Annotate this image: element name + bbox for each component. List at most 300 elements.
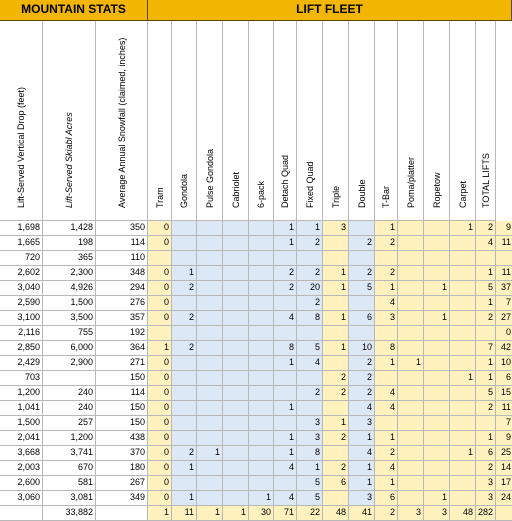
table-cell[interactable]: 0 [148, 476, 172, 491]
table-cell[interactable]: 357 [96, 311, 148, 326]
table-cell[interactable]: 1 [274, 356, 297, 371]
table-cell[interactable]: 240 [43, 401, 96, 416]
table-cell[interactable]: 2,429 [0, 356, 43, 371]
table-cell[interactable]: 2 [274, 266, 297, 281]
table-cell[interactable]: 9 [496, 431, 512, 446]
table-cell[interactable]: 0 [148, 296, 172, 311]
table-cell[interactable] [424, 221, 450, 236]
table-cell[interactable] [197, 311, 223, 326]
table-cell[interactable] [197, 386, 223, 401]
table-cell[interactable] [450, 431, 476, 446]
table-cell[interactable]: 3 [476, 491, 496, 506]
table-cell[interactable] [172, 386, 197, 401]
table-cell[interactable] [172, 296, 197, 311]
table-cell[interactable]: 438 [96, 431, 148, 446]
table-cell[interactable]: 4 [274, 311, 297, 326]
table-cell[interactable]: 2 [323, 371, 349, 386]
table-cell[interactable]: 1 [375, 221, 398, 236]
table-cell[interactable] [172, 476, 197, 491]
table-cell[interactable] [223, 476, 249, 491]
totals-cell[interactable]: 1 [148, 506, 172, 521]
table-cell[interactable] [450, 296, 476, 311]
table-cell[interactable]: 4 [375, 386, 398, 401]
totals-cell[interactable]: 41 [349, 506, 375, 521]
table-cell[interactable]: 0 [148, 446, 172, 461]
table-cell[interactable] [172, 371, 197, 386]
table-cell[interactable]: 3 [349, 416, 375, 431]
table-cell[interactable]: 4 [349, 401, 375, 416]
table-cell[interactable]: 5 [349, 281, 375, 296]
table-cell[interactable] [223, 311, 249, 326]
table-cell[interactable]: 271 [96, 356, 148, 371]
table-cell[interactable] [223, 266, 249, 281]
table-cell[interactable] [172, 251, 197, 266]
table-cell[interactable] [323, 296, 349, 311]
totals-cell[interactable]: 282 [476, 506, 496, 521]
table-cell[interactable]: 1 [197, 446, 223, 461]
table-cell[interactable]: 1,200 [43, 431, 96, 446]
table-cell[interactable]: 2 [323, 461, 349, 476]
table-cell[interactable]: 1 [274, 236, 297, 251]
table-cell[interactable] [450, 461, 476, 476]
table-cell[interactable]: 1 [297, 461, 323, 476]
table-cell[interactable]: 5 [297, 491, 323, 506]
table-cell[interactable] [398, 311, 424, 326]
table-cell[interactable]: 0 [148, 236, 172, 251]
table-cell[interactable] [249, 461, 274, 476]
table-cell[interactable] [249, 236, 274, 251]
table-cell[interactable]: 6 [349, 311, 375, 326]
table-cell[interactable] [297, 251, 323, 266]
table-cell[interactable] [398, 461, 424, 476]
table-cell[interactable] [375, 371, 398, 386]
table-cell[interactable] [323, 326, 349, 341]
totals-cell[interactable]: 3 [424, 506, 450, 521]
table-cell[interactable] [43, 371, 96, 386]
totals-cell[interactable]: 30 [249, 506, 274, 521]
totals-cell[interactable]: 2 [375, 506, 398, 521]
table-cell[interactable] [274, 251, 297, 266]
table-cell[interactable]: 365 [43, 251, 96, 266]
table-cell[interactable]: 1 [323, 341, 349, 356]
table-cell[interactable] [148, 251, 172, 266]
table-cell[interactable] [197, 266, 223, 281]
table-cell[interactable]: 1,665 [0, 236, 43, 251]
table-cell[interactable] [398, 371, 424, 386]
table-cell[interactable]: 24 [496, 491, 512, 506]
table-cell[interactable]: 1 [476, 371, 496, 386]
table-cell[interactable]: 2 [323, 431, 349, 446]
table-cell[interactable] [223, 446, 249, 461]
table-cell[interactable]: 25 [496, 446, 512, 461]
table-cell[interactable] [197, 401, 223, 416]
table-cell[interactable]: 2 [297, 266, 323, 281]
table-cell[interactable] [249, 281, 274, 296]
table-cell[interactable]: 1 [375, 476, 398, 491]
table-cell[interactable]: 9 [496, 221, 512, 236]
column-header-9[interactable]: Fixed Quad [297, 21, 323, 221]
table-cell[interactable]: 2 [349, 236, 375, 251]
table-cell[interactable] [197, 341, 223, 356]
table-cell[interactable]: 8 [297, 311, 323, 326]
table-cell[interactable] [450, 356, 476, 371]
table-cell[interactable]: 1 [172, 461, 197, 476]
table-cell[interactable]: 2 [349, 266, 375, 281]
table-cell[interactable]: 0 [148, 311, 172, 326]
table-cell[interactable]: 198 [43, 236, 96, 251]
table-cell[interactable] [148, 326, 172, 341]
table-cell[interactable] [398, 326, 424, 341]
table-cell[interactable] [323, 491, 349, 506]
table-cell[interactable] [274, 371, 297, 386]
table-cell[interactable] [223, 461, 249, 476]
totals-cell[interactable]: 48 [323, 506, 349, 521]
table-cell[interactable] [323, 251, 349, 266]
column-header-12[interactable]: T-Bar [375, 21, 398, 221]
table-cell[interactable] [197, 221, 223, 236]
table-cell[interactable]: 670 [43, 461, 96, 476]
table-cell[interactable]: 350 [96, 221, 148, 236]
table-cell[interactable]: 1 [249, 491, 274, 506]
table-cell[interactable]: 150 [96, 401, 148, 416]
table-cell[interactable]: 348 [96, 266, 148, 281]
table-cell[interactable]: 3 [297, 431, 323, 446]
table-cell[interactable] [249, 251, 274, 266]
table-cell[interactable] [323, 446, 349, 461]
column-header-16[interactable]: TOTAL LIFTS [476, 21, 496, 221]
table-cell[interactable] [424, 446, 450, 461]
table-cell[interactable]: 2 [375, 446, 398, 461]
table-cell[interactable] [450, 416, 476, 431]
table-cell[interactable]: 8 [274, 341, 297, 356]
table-cell[interactable] [197, 371, 223, 386]
column-header-11[interactable]: Double [349, 21, 375, 221]
table-cell[interactable] [274, 296, 297, 311]
table-cell[interactable] [297, 401, 323, 416]
table-cell[interactable] [424, 296, 450, 311]
table-cell[interactable]: 1 [450, 221, 476, 236]
table-cell[interactable]: 1 [274, 221, 297, 236]
table-cell[interactable]: 4,926 [43, 281, 96, 296]
table-cell[interactable]: 0 [148, 461, 172, 476]
table-cell[interactable]: 3 [476, 476, 496, 491]
table-cell[interactable]: 7 [476, 341, 496, 356]
totals-cell[interactable]: 3 [398, 506, 424, 521]
table-cell[interactable] [398, 236, 424, 251]
column-header-2[interactable]: Average Annual Snowfall (claimed, inches) [96, 21, 148, 221]
table-cell[interactable] [197, 236, 223, 251]
table-cell[interactable]: 1 [349, 476, 375, 491]
table-cell[interactable]: 1,200 [0, 386, 43, 401]
column-header-3[interactable]: Tram [148, 21, 172, 221]
table-cell[interactable] [223, 281, 249, 296]
table-cell[interactable]: 1 [349, 431, 375, 446]
table-cell[interactable] [450, 476, 476, 491]
table-cell[interactable]: 11 [496, 236, 512, 251]
column-header-10[interactable]: Triple [323, 21, 349, 221]
table-cell[interactable]: 4 [297, 356, 323, 371]
table-cell[interactable]: 1 [476, 431, 496, 446]
table-cell[interactable] [223, 341, 249, 356]
table-cell[interactable]: 0 [148, 356, 172, 371]
table-cell[interactable] [398, 401, 424, 416]
table-cell[interactable]: 1 [375, 281, 398, 296]
table-cell[interactable]: 1,698 [0, 221, 43, 236]
table-cell[interactable] [424, 476, 450, 491]
table-cell[interactable]: 2 [297, 296, 323, 311]
table-cell[interactable] [450, 491, 476, 506]
table-cell[interactable]: 0 [496, 326, 512, 341]
table-cell[interactable] [450, 251, 476, 266]
table-cell[interactable]: 0 [148, 371, 172, 386]
totals-cell[interactable]: 22 [297, 506, 323, 521]
table-cell[interactable]: 276 [96, 296, 148, 311]
table-cell[interactable]: 1 [274, 446, 297, 461]
totals-cell[interactable]: 11 [172, 506, 197, 521]
table-cell[interactable] [197, 281, 223, 296]
column-header-1[interactable]: Lift-Served Skiabl Acres [43, 21, 96, 221]
table-cell[interactable] [398, 341, 424, 356]
table-cell[interactable] [197, 431, 223, 446]
table-cell[interactable] [223, 431, 249, 446]
table-cell[interactable]: 37 [496, 281, 512, 296]
table-cell[interactable]: 1 [148, 341, 172, 356]
table-cell[interactable]: 0 [148, 431, 172, 446]
table-cell[interactable]: 1 [323, 266, 349, 281]
table-cell[interactable]: 1 [323, 416, 349, 431]
table-cell[interactable]: 1 [172, 491, 197, 506]
table-cell[interactable]: 1 [450, 371, 476, 386]
totals-cell[interactable]: 71 [274, 506, 297, 521]
table-cell[interactable]: 349 [96, 491, 148, 506]
table-cell[interactable] [249, 356, 274, 371]
table-cell[interactable] [323, 356, 349, 371]
table-cell[interactable]: 1 [349, 461, 375, 476]
table-cell[interactable] [172, 401, 197, 416]
table-cell[interactable]: 1 [375, 356, 398, 371]
table-cell[interactable]: 1 [323, 311, 349, 326]
mountain-stats-header[interactable]: MOUNTAIN STATS [0, 0, 148, 21]
table-cell[interactable] [323, 236, 349, 251]
table-cell[interactable] [424, 251, 450, 266]
table-cell[interactable]: 6,000 [43, 341, 96, 356]
table-cell[interactable]: 370 [96, 446, 148, 461]
table-cell[interactable] [172, 221, 197, 236]
table-cell[interactable] [450, 386, 476, 401]
table-cell[interactable]: 7 [496, 296, 512, 311]
table-cell[interactable] [249, 386, 274, 401]
table-cell[interactable] [249, 371, 274, 386]
table-cell[interactable]: 5 [297, 476, 323, 491]
table-cell[interactable] [223, 251, 249, 266]
table-cell[interactable]: 294 [96, 281, 148, 296]
table-cell[interactable] [450, 236, 476, 251]
table-cell[interactable]: 703 [0, 371, 43, 386]
table-cell[interactable] [398, 491, 424, 506]
table-cell[interactable] [223, 296, 249, 311]
table-cell[interactable] [172, 326, 197, 341]
table-cell[interactable] [375, 251, 398, 266]
totals-cell[interactable] [96, 506, 148, 521]
table-cell[interactable] [172, 431, 197, 446]
table-cell[interactable]: 4 [375, 296, 398, 311]
table-cell[interactable]: 0 [148, 221, 172, 236]
table-cell[interactable]: 1 [274, 431, 297, 446]
table-cell[interactable] [398, 386, 424, 401]
table-cell[interactable]: 1 [297, 221, 323, 236]
table-cell[interactable]: 180 [96, 461, 148, 476]
table-cell[interactable] [223, 356, 249, 371]
table-cell[interactable] [496, 251, 512, 266]
table-cell[interactable]: 4 [274, 461, 297, 476]
table-cell[interactable] [349, 251, 375, 266]
column-header-15[interactable]: Carpet [450, 21, 476, 221]
table-cell[interactable]: 1 [424, 491, 450, 506]
table-cell[interactable]: 4 [375, 461, 398, 476]
table-cell[interactable]: 8 [375, 341, 398, 356]
table-cell[interactable] [249, 416, 274, 431]
table-cell[interactable]: 0 [148, 386, 172, 401]
table-cell[interactable] [223, 326, 249, 341]
table-cell[interactable]: 3,741 [43, 446, 96, 461]
table-cell[interactable] [398, 416, 424, 431]
table-cell[interactable] [424, 341, 450, 356]
table-cell[interactable] [172, 416, 197, 431]
table-cell[interactable] [398, 296, 424, 311]
table-cell[interactable]: 10 [496, 356, 512, 371]
table-cell[interactable]: 5 [476, 386, 496, 401]
table-cell[interactable] [249, 401, 274, 416]
table-cell[interactable]: 257 [43, 416, 96, 431]
totals-cell[interactable] [0, 506, 43, 521]
table-cell[interactable] [424, 401, 450, 416]
table-cell[interactable] [398, 476, 424, 491]
column-header-14[interactable]: Ropetow [424, 21, 450, 221]
table-cell[interactable] [249, 296, 274, 311]
table-cell[interactable]: 192 [96, 326, 148, 341]
table-cell[interactable]: 2 [476, 311, 496, 326]
table-cell[interactable] [249, 311, 274, 326]
table-cell[interactable]: 0 [148, 401, 172, 416]
table-cell[interactable] [223, 236, 249, 251]
table-cell[interactable]: 3 [375, 311, 398, 326]
table-cell[interactable]: 11 [496, 401, 512, 416]
table-cell[interactable]: 2 [476, 221, 496, 236]
table-cell[interactable]: 267 [96, 476, 148, 491]
table-cell[interactable]: 1 [450, 446, 476, 461]
table-cell[interactable]: 20 [297, 281, 323, 296]
table-cell[interactable]: 2,300 [43, 266, 96, 281]
table-cell[interactable]: 1 [424, 281, 450, 296]
column-header-8[interactable]: Detach Quad [274, 21, 297, 221]
table-cell[interactable]: 2 [349, 371, 375, 386]
table-cell[interactable]: 4 [375, 401, 398, 416]
table-cell[interactable]: 2 [172, 341, 197, 356]
table-cell[interactable]: 10 [349, 341, 375, 356]
table-cell[interactable]: 2 [274, 281, 297, 296]
table-cell[interactable]: 2,590 [0, 296, 43, 311]
table-cell[interactable] [249, 326, 274, 341]
table-cell[interactable] [197, 356, 223, 371]
table-cell[interactable]: 3,500 [43, 311, 96, 326]
totals-cell[interactable] [496, 506, 512, 521]
table-cell[interactable]: 6 [496, 371, 512, 386]
column-header-7[interactable]: 6-pack [249, 21, 274, 221]
table-cell[interactable]: 114 [96, 236, 148, 251]
table-cell[interactable]: 2,003 [0, 461, 43, 476]
table-cell[interactable]: 755 [43, 326, 96, 341]
lift-fleet-header[interactable]: LIFT FLEET [148, 0, 512, 21]
table-cell[interactable]: 2,116 [0, 326, 43, 341]
table-cell[interactable] [424, 386, 450, 401]
column-header-0[interactable]: Lift-Served Vertical Drop (feet) [0, 21, 43, 221]
table-cell[interactable] [223, 401, 249, 416]
table-cell[interactable]: 2 [172, 311, 197, 326]
table-cell[interactable] [476, 326, 496, 341]
table-cell[interactable]: 110 [96, 251, 148, 266]
table-cell[interactable]: 3,040 [0, 281, 43, 296]
table-cell[interactable] [249, 446, 274, 461]
table-cell[interactable] [398, 251, 424, 266]
table-cell[interactable]: 1,428 [43, 221, 96, 236]
table-cell[interactable]: 42 [496, 341, 512, 356]
table-cell[interactable] [249, 476, 274, 491]
table-cell[interactable]: 0 [148, 281, 172, 296]
table-cell[interactable]: 114 [96, 386, 148, 401]
table-cell[interactable] [223, 386, 249, 401]
totals-cell[interactable]: 1 [197, 506, 223, 521]
table-cell[interactable] [197, 326, 223, 341]
table-cell[interactable] [274, 326, 297, 341]
table-cell[interactable] [197, 491, 223, 506]
table-cell[interactable]: 4 [274, 491, 297, 506]
table-cell[interactable] [398, 446, 424, 461]
table-cell[interactable]: 364 [96, 341, 148, 356]
table-cell[interactable]: 2 [349, 386, 375, 401]
table-cell[interactable] [424, 326, 450, 341]
column-header-6[interactable]: Cabriolet [223, 21, 249, 221]
table-cell[interactable] [450, 326, 476, 341]
table-cell[interactable] [172, 356, 197, 371]
column-header-5[interactable]: Pulse Gondola [197, 21, 223, 221]
table-cell[interactable]: 5 [476, 281, 496, 296]
table-cell[interactable] [476, 416, 496, 431]
table-cell[interactable]: 581 [43, 476, 96, 491]
table-cell[interactable]: 1 [476, 356, 496, 371]
table-cell[interactable]: 11 [496, 266, 512, 281]
table-cell[interactable]: 6 [323, 476, 349, 491]
table-cell[interactable]: 2 [375, 266, 398, 281]
table-cell[interactable]: 2 [323, 386, 349, 401]
table-cell[interactable] [223, 221, 249, 236]
table-cell[interactable] [197, 476, 223, 491]
table-cell[interactable]: 150 [96, 371, 148, 386]
table-cell[interactable] [398, 281, 424, 296]
table-cell[interactable] [450, 341, 476, 356]
table-cell[interactable]: 17 [496, 476, 512, 491]
table-cell[interactable] [197, 416, 223, 431]
table-cell[interactable]: 7 [496, 416, 512, 431]
table-cell[interactable] [424, 266, 450, 281]
table-cell[interactable]: 5 [297, 341, 323, 356]
table-cell[interactable] [476, 251, 496, 266]
table-cell[interactable]: 1,500 [0, 416, 43, 431]
table-cell[interactable]: 3,668 [0, 446, 43, 461]
table-cell[interactable]: 3,081 [43, 491, 96, 506]
totals-cell[interactable]: 1 [223, 506, 249, 521]
table-cell[interactable]: 1 [375, 431, 398, 446]
table-cell[interactable]: 14 [496, 461, 512, 476]
